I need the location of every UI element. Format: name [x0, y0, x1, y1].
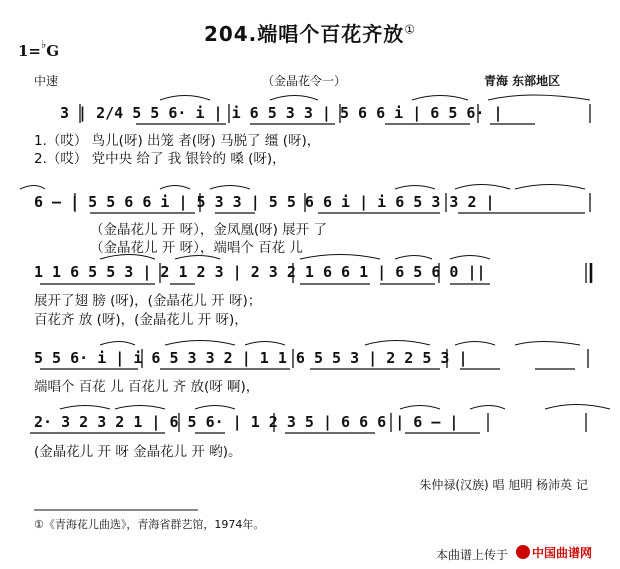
- credits: 朱仲禄(汉族) 唱 旭明 杨沛英 记: [419, 478, 588, 492]
- notation-row-1: 3 | 2/4 5 5 6· i | i 6 5 3 3 | 5 6 6 i | 6 5 6· |: [60, 104, 503, 122]
- notation-row-3: 1 1 6 5 5 3 | 2 1 2 3 | 2 3 2 1 6 6 1 | 6 5 6 0 ||: [34, 263, 486, 281]
- tune-name: （金晶花令一）: [262, 74, 347, 88]
- notation-row-5: 2· 3 2 3 2 1 | 6 5 6· | 1 2 3 5 | 6 6 6 | 6 — |: [34, 413, 459, 431]
- lyric-row-4-verse-1: 端唱个 百花 儿 百花儿 齐 放(呀 啊)，: [34, 379, 260, 395]
- key-note: G: [46, 42, 60, 60]
- tempo-label: 中速: [34, 74, 59, 88]
- lyric-row-3-verse-2: 百花齐 放 (呀)，(金晶花儿 开 呀)，: [34, 312, 248, 328]
- title-footnote-mark: ①: [404, 22, 417, 37]
- lyric-row-2-verse-2: （金晶花儿 开 呀），端唱个 百花 儿: [90, 240, 303, 256]
- flat-icon: ♭: [41, 38, 47, 51]
- key-prefix: 1=: [18, 42, 42, 60]
- site-logo[interactable]: [516, 544, 592, 561]
- footnote: ①《青海花儿曲选》，青海省群艺馆，1974年。: [34, 518, 265, 531]
- notation-row-4: 5 5 6· i | i 6 5 3 3 2 | 1 1 6 5 5 3 | 2 2 5 3 |: [34, 349, 468, 367]
- lyric-row-1-verse-1: 1.（哎） 鸟儿(呀) 出笼 者(呀) 马脱了 缰 (呀)，: [34, 133, 321, 149]
- lyric-row-3-verse-1: 展开了翅 膀 (呀)，(金晶花儿 开 呀)；: [34, 293, 262, 309]
- lyric-row-1-verse-2: 2.（哎） 党中央 给了 我 银铃的 嗓 (呀)，: [34, 151, 286, 167]
- region-label: 青海 东部地区: [484, 74, 561, 88]
- notation-row-2: 6 — | 5 5 6 6 i | 5 3 3 | 5 5 6 6 i | i 6 5 3 3 2 |: [34, 193, 495, 211]
- title-text: 204.端唱个百花齐放: [203, 22, 405, 46]
- logo-text: 中国曲谱网: [531, 546, 592, 560]
- logo-mark-icon: [516, 545, 530, 559]
- lyric-row-2-verse-1: （金晶花儿 开 呀），金凤凰(呀) 展开 了: [90, 222, 327, 238]
- upload-text: 本曲谱上传于: [436, 548, 509, 562]
- lyric-row-5-verse-1: (金晶花儿 开 呀 金晶花儿 开 哟)。: [34, 444, 242, 460]
